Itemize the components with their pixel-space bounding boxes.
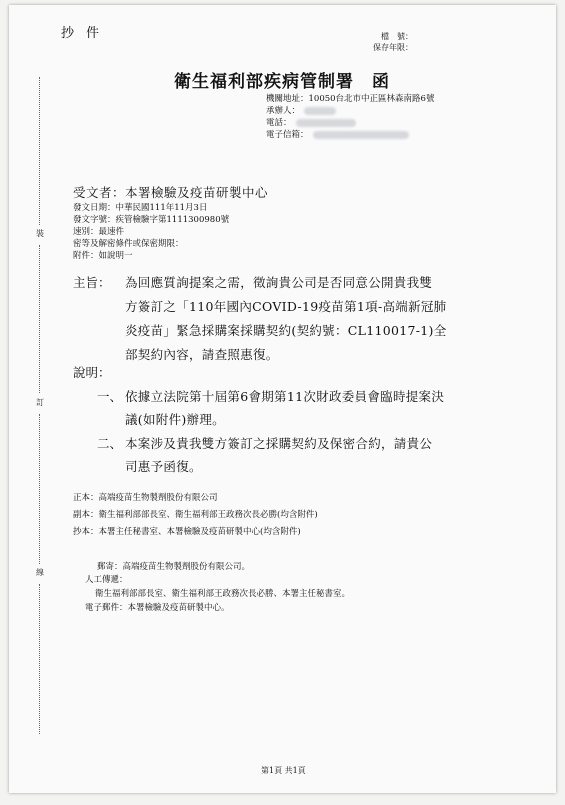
electronic-label: 電子郵件： <box>85 603 128 613</box>
binding-dotted-line <box>39 245 40 393</box>
agency-name: 衛生福利部疾病管制署 <box>174 72 354 92</box>
archive-number-label: 檔 號： <box>381 32 413 41</box>
subject-line: 炎疫苗」緊急採購案採購契約(契約號：CL110017-1)全 <box>125 323 447 338</box>
manual-delivery-value: 衛生福利部部長室、衛生福利部王政務次長必勝、本署主任秘書室。 <box>95 589 351 599</box>
meta-label: 附件： <box>73 251 99 261</box>
electronic-distribution <box>85 601 230 613</box>
subject-line: 部契約內容，請查照惠復。 <box>125 347 279 362</box>
meta-value: 最速件 <box>98 227 125 237</box>
copy-mark: 抄件 <box>61 26 112 41</box>
confidentiality <box>73 237 184 249</box>
binding-mark-xian: 線 <box>36 568 44 577</box>
handler-label: 承辦人： <box>266 106 301 116</box>
document-number <box>73 213 229 225</box>
subject-label: 主旨： <box>73 275 111 290</box>
meta-label: 發文日期： <box>73 203 116 213</box>
recipient <box>73 183 268 201</box>
carbon-copy <box>73 508 318 520</box>
explanation-item-number: 二、 <box>97 436 123 451</box>
subject-line: 方簽訂之「110年國內COVID-19疫苗第1項-高端新冠肺 <box>125 299 447 314</box>
meta-label: 速別： <box>73 227 99 237</box>
issue-date <box>73 201 207 213</box>
explanation-item-line: 依據立法院第十屆第6會期第11次財政委員會臨時提案決 <box>125 389 445 404</box>
address-label: 機關地址： <box>266 94 309 104</box>
contact-handler <box>266 104 336 116</box>
redacted-email <box>313 131 409 139</box>
transcript-copy <box>73 525 301 537</box>
email-label: 電子信箱： <box>266 130 309 140</box>
cc-label: 副本： <box>73 510 99 520</box>
meta-label: 密等及解密條件或保密期限： <box>73 239 184 249</box>
urgency <box>73 225 124 237</box>
recipient-label: 受文者： <box>73 185 126 200</box>
cc-label: 抄本： <box>73 527 99 537</box>
retention-period <box>365 42 413 53</box>
binding-mark-ding: 訂 <box>36 398 44 407</box>
contact-address <box>266 92 434 104</box>
contact-phone <box>266 116 356 128</box>
document-page <box>9 5 556 793</box>
explanation-item-line: 司惠予函復。 <box>125 459 202 474</box>
redacted-phone <box>296 119 356 127</box>
document-type: 函 <box>372 72 390 92</box>
cc-value: 本署主任秘書室、本署檢驗及疫苗研製中心(均含附件) <box>98 527 301 537</box>
original-recipient <box>73 491 218 503</box>
attachments <box>73 249 133 261</box>
binding-dotted-line <box>39 414 40 564</box>
explanation-item-number: 一、 <box>97 389 123 404</box>
phone-label: 電話： <box>266 118 292 128</box>
mail-label: 郵寄： <box>97 562 123 572</box>
binding-mark-zhuang: 裝 <box>36 229 44 238</box>
explanation-item-line: 議(如附件)辦理。 <box>125 412 225 427</box>
cc-label: 正本： <box>73 493 99 503</box>
retention-period-label: 保存年限： <box>373 43 413 52</box>
recipient-name: 本署檢驗及疫苗研製中心 <box>125 185 269 200</box>
mail-distribution <box>97 560 250 572</box>
meta-label: 發文字號： <box>73 215 116 225</box>
binding-dotted-line <box>39 584 40 734</box>
explanation-label: 說明： <box>73 365 111 380</box>
archive-number <box>365 31 413 42</box>
manual-delivery-label: 人工傳遞： <box>85 575 128 585</box>
mail-value: 高端疫苗生物製劑股份有限公司。 <box>122 562 251 572</box>
meta-value: 如說明一 <box>98 251 133 261</box>
address-value: 10050台北市中正區林森南路6號 <box>308 94 435 104</box>
explanation-item-line: 本案涉及貴我雙方簽訂之採購契約及保密合約，請貴公 <box>125 436 433 451</box>
page-number: 第1頁 共1頁 <box>261 766 306 775</box>
meta-value: 中華民國111年11月3日 <box>115 203 208 213</box>
electronic-value: 本署檢驗及疫苗研製中心。 <box>127 603 230 613</box>
contact-email <box>266 128 409 140</box>
meta-value: 疾管檢驗字第1111300980號 <box>115 215 230 225</box>
subject-line: 為回應質詢提案之需，徵詢貴公司是否同意公開貴我雙 <box>125 275 433 290</box>
cc-value: 高端疫苗生物製劑股份有限公司 <box>98 493 218 503</box>
agency-title <box>174 67 390 92</box>
cc-value: 衛生福利部部長室、衛生福利部王政務次長必勝(均含附件) <box>98 510 318 520</box>
redacted-handler <box>304 107 336 115</box>
binding-dotted-line <box>39 77 40 225</box>
